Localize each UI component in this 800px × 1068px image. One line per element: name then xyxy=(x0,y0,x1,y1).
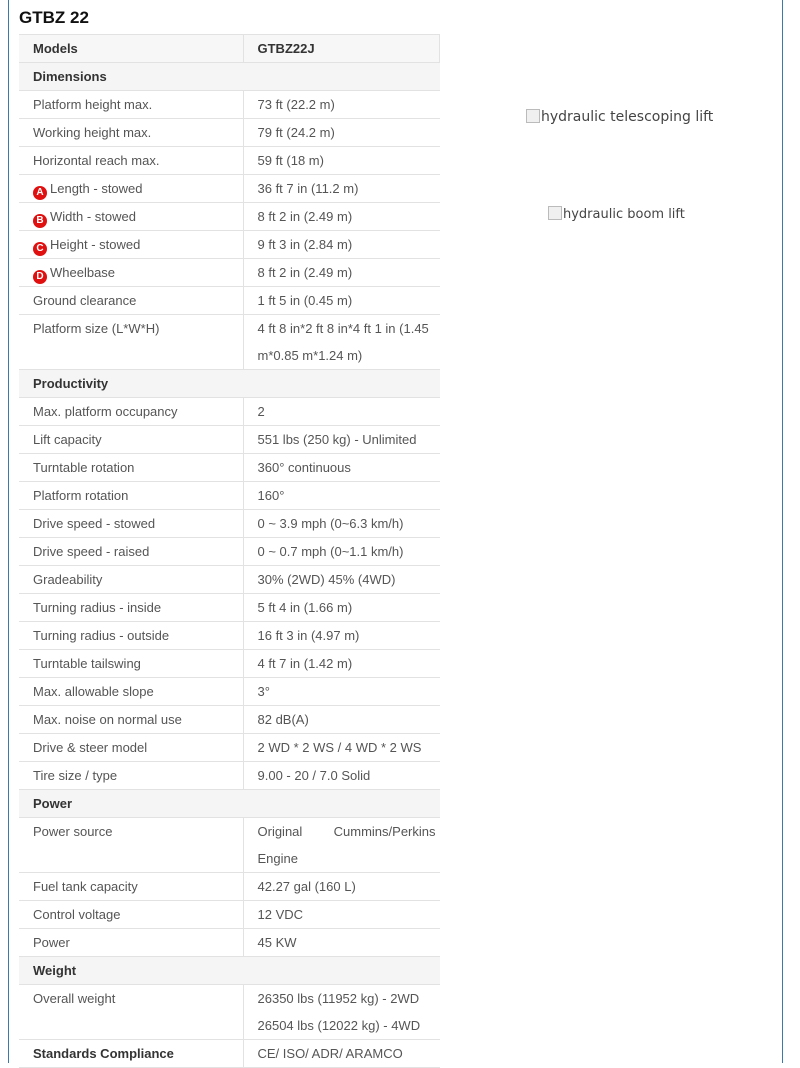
row-label: Tire size / type xyxy=(19,762,243,790)
row-label: Max. allowable slope xyxy=(19,678,243,706)
table-row xyxy=(19,622,440,650)
row-label: Turning radius - inside xyxy=(19,594,243,622)
row-label: Lift capacity xyxy=(19,426,243,454)
section-title: Weight xyxy=(19,957,440,985)
table-row xyxy=(19,231,440,259)
table-row xyxy=(19,818,440,873)
section-dimensions xyxy=(19,63,440,91)
row-label: Wheelbase xyxy=(50,265,116,280)
row-value: 0 ~ 0.7 mph (0~1.1 km/h) xyxy=(243,538,440,566)
table-row xyxy=(19,315,440,370)
row-value: 160° xyxy=(243,482,440,510)
row-value: 3° xyxy=(243,678,440,706)
table-row xyxy=(19,1040,440,1068)
page-title: GTBZ 22 xyxy=(19,8,89,27)
row-value: 2 WD * 2 WS / 4 WD * 2 WS xyxy=(243,734,440,762)
row-label: Turntable rotation xyxy=(19,454,243,482)
row-value: 36 ft 7 in (11.2 m) xyxy=(243,175,440,203)
row-value: 5 ft 4 in (1.66 m) xyxy=(243,594,440,622)
row-label: Max. noise on normal use xyxy=(19,706,243,734)
row-label: Overall weight xyxy=(19,985,243,1040)
table-row xyxy=(19,678,440,706)
row-value: 8 ft 2 in (2.49 m) xyxy=(243,259,440,287)
image-alt-text: hydraulic telescoping lift xyxy=(541,109,714,125)
section-title: Power xyxy=(19,790,440,818)
section-power xyxy=(19,790,440,818)
table-row xyxy=(19,203,440,231)
table-row xyxy=(19,929,440,957)
table-row xyxy=(19,259,440,287)
table-row xyxy=(19,147,440,175)
badge-c-icon: C xyxy=(33,242,47,256)
row-label: Drive & steer model xyxy=(19,734,243,762)
table-row xyxy=(19,454,440,482)
table-row xyxy=(19,706,440,734)
row-label: Ground clearance xyxy=(19,287,243,315)
row-label-with-badge xyxy=(19,259,243,287)
row-label: Max. platform occupancy xyxy=(19,398,243,426)
row-value: 26350 lbs (11952 kg) - 2WD 26504 lbs (12022 kg) - 4WD xyxy=(243,985,440,1040)
row-value: 4 ft 8 in*2 ft 8 in*4 ft 1 in (1.45 m*0.85 m*1.24 m) xyxy=(243,315,440,370)
broken-image-icon xyxy=(548,206,562,220)
row-label: Width - stowed xyxy=(50,209,136,224)
table-header-row xyxy=(19,35,440,63)
table-row xyxy=(19,873,440,901)
section-weight xyxy=(19,957,440,985)
table-row xyxy=(19,398,440,426)
row-value: 79 ft (24.2 m) xyxy=(243,119,440,147)
table-row xyxy=(19,482,440,510)
table-row xyxy=(19,175,440,203)
badge-d-icon: D xyxy=(33,270,47,284)
row-label: Turntable tailswing xyxy=(19,650,243,678)
row-value: 82 dB(A) xyxy=(243,706,440,734)
row-value: 360° continuous xyxy=(243,454,440,482)
table-row xyxy=(19,762,440,790)
row-label: Platform height max. xyxy=(19,91,243,119)
image-alt-text: hydraulic boom lift xyxy=(563,207,685,222)
row-value: 1 ft 5 in (0.45 m) xyxy=(243,287,440,315)
table-row xyxy=(19,734,440,762)
row-value: 9.00 - 20 / 7.0 Solid xyxy=(243,762,440,790)
row-label: Standards Compliance xyxy=(19,1040,243,1068)
row-value: 73 ft (22.2 m) xyxy=(243,91,440,119)
table-row xyxy=(19,119,440,147)
section-productivity xyxy=(19,370,440,398)
row-value: 16 ft 3 in (4.97 m) xyxy=(243,622,440,650)
badge-b-icon: B xyxy=(33,214,47,228)
row-label-with-badge xyxy=(19,203,243,231)
row-value: 4 ft 7 in (1.42 m) xyxy=(243,650,440,678)
section-title: Productivity xyxy=(19,370,440,398)
row-value: 551 lbs (250 kg) - Unlimited xyxy=(243,426,440,454)
row-value: 45 KW xyxy=(243,929,440,957)
row-label: Platform rotation xyxy=(19,482,243,510)
table-row xyxy=(19,91,440,119)
row-label: Control voltage xyxy=(19,901,243,929)
table-row xyxy=(19,566,440,594)
badge-a-icon: A xyxy=(33,186,47,200)
telescoping-lift-image xyxy=(526,109,713,125)
row-value: 42.27 gal (160 L) xyxy=(243,873,440,901)
table-row xyxy=(19,510,440,538)
row-label: Length - stowed xyxy=(50,181,143,196)
row-value: Original Cummins/Perkins Engine xyxy=(243,818,440,873)
row-value: 12 VDC xyxy=(243,901,440,929)
row-label: Gradeability xyxy=(19,566,243,594)
table-row xyxy=(19,426,440,454)
row-label-with-badge xyxy=(19,231,243,259)
row-value: 8 ft 2 in (2.49 m) xyxy=(243,203,440,231)
row-value: CE/ ISO/ ADR/ ARAMCO xyxy=(243,1040,440,1068)
table-row xyxy=(19,538,440,566)
row-label: Power source xyxy=(19,818,243,873)
row-label: Horizontal reach max. xyxy=(19,147,243,175)
row-label-with-badge xyxy=(19,175,243,203)
table-row xyxy=(19,594,440,622)
header-label: Models xyxy=(19,35,243,63)
broken-image-icon xyxy=(526,109,540,123)
row-label: Height - stowed xyxy=(50,237,141,252)
row-value: 9 ft 3 in (2.84 m) xyxy=(243,231,440,259)
header-model: GTBZ22J xyxy=(243,35,440,63)
table-row xyxy=(19,650,440,678)
row-value: 2 xyxy=(243,398,440,426)
row-value: 59 ft (18 m) xyxy=(243,147,440,175)
row-label: Drive speed - raised xyxy=(19,538,243,566)
row-label: Platform size (L*W*H) xyxy=(19,315,243,370)
spec-table xyxy=(19,34,440,1068)
row-label: Working height max. xyxy=(19,119,243,147)
row-label: Turning radius - outside xyxy=(19,622,243,650)
row-value: 0 ~ 3.9 mph (0~6.3 km/h) xyxy=(243,510,440,538)
row-label: Power xyxy=(19,929,243,957)
table-row xyxy=(19,985,440,1040)
section-title: Dimensions xyxy=(19,63,440,91)
boom-lift-image xyxy=(548,206,685,222)
table-row xyxy=(19,901,440,929)
row-label: Fuel tank capacity xyxy=(19,873,243,901)
table-row xyxy=(19,287,440,315)
row-value: 30% (2WD) 45% (4WD) xyxy=(243,566,440,594)
row-label: Drive speed - stowed xyxy=(19,510,243,538)
